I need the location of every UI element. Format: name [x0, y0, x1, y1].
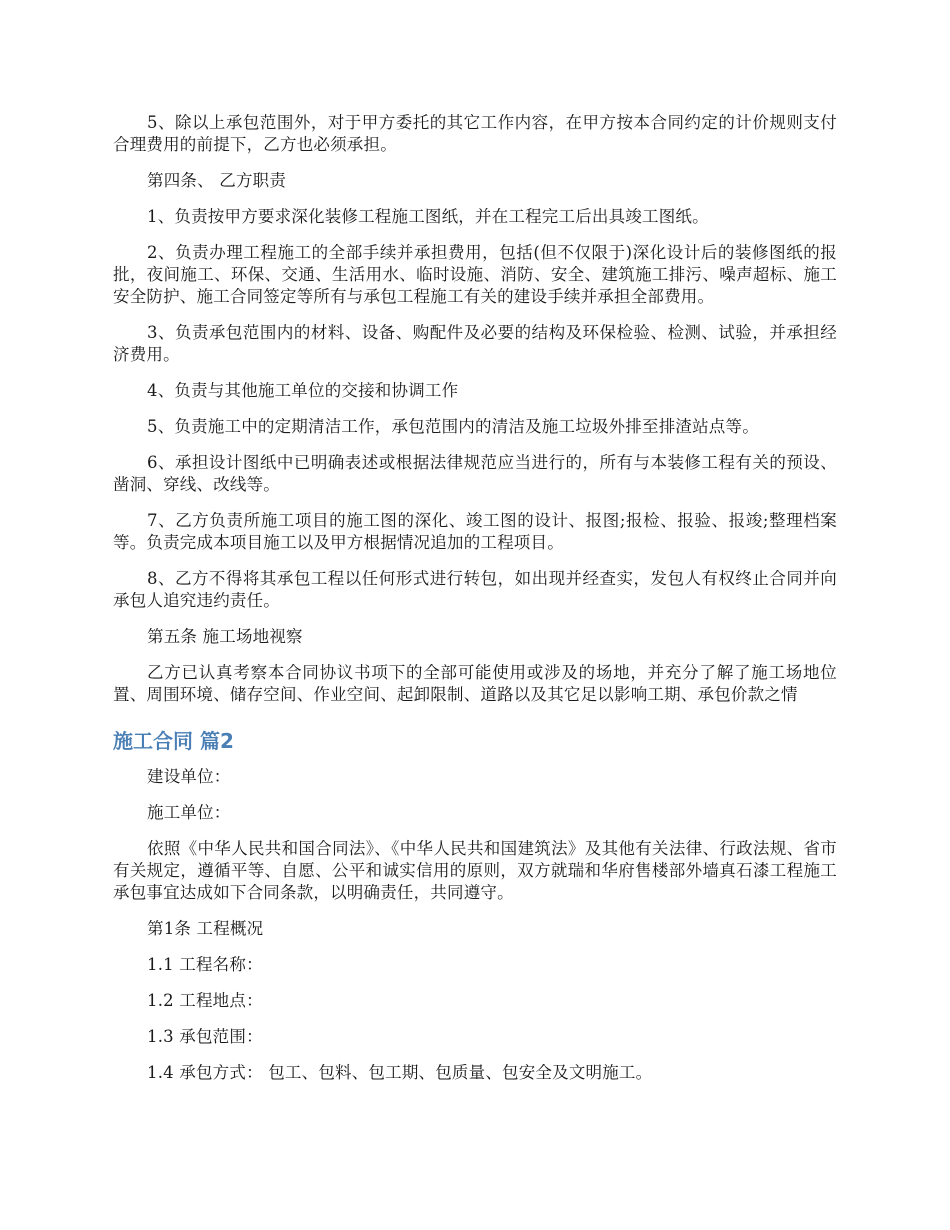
paragraph-contract-scope: 1.3 承包范围： [147, 1027, 263, 1046]
paragraph-site-inspection: 乙方已认真考察本合同协议书项下的全部可能使用或涉及的场地，并充分了解了施工场地位置、周围环境、储存空间、作业空间、起卸限制、道路以及其它足以影响工期、承包价款之情 [113, 663, 837, 704]
paragraph-preamble: 依照《中华人民共和国合同法》、《中华人民共和国建筑法》及其他有关法律、行政法规、省市有关规定，遵循平等、自愿、公平和诚实信用的原则，双方就瑞和华府售楼部外墙真石漆工程施工承包事宜达成如下合同条款，以明确责任，共同遵守。 [113, 839, 837, 902]
paragraph-duty-4: 4、负责与其他施工单位的交接和协调工作 [147, 381, 459, 400]
paragraph-duty-1: 1、负责按甲方要求深化装修工程施工图纸，并在工程完工后出具竣工图纸。 [147, 207, 709, 226]
paragraph-duty-2: 2、负责办理工程施工的全部手续并承担费用，包括(但不仅限于)深化设计后的装修图纸的报批，夜间施工、环保、交通、生活用水、临时设施、消防、安全、建筑施工排污、噪声超标、施工安全防护、施工合同签定等所有与承包工程施工有关的建设手续并承担全部费用。 [113, 243, 837, 306]
paragraph-article-1-title: 第1条 工程概况 [147, 919, 264, 938]
paragraph-article-5-title: 第五条 施工场地视察 [147, 627, 303, 646]
paragraph-duty-5: 5、负责施工中的定期清洁工作，承包范围内的清洁及施工垃圾外排至排渣站点等。 [147, 417, 759, 436]
section-heading: 施工合同 篇2 [113, 729, 234, 753]
paragraph-clause-5-scope: 5、除以上承包范围外，对于甲方委托的其它工作内容，在甲方按本合同约定的计价规则支付合理费用的前提下，乙方也必须承担。 [113, 113, 837, 154]
paragraph-contractor: 施工单位： [147, 803, 231, 822]
paragraph-duty-6: 6、承担设计图纸中已明确表述或根据法律规范应当进行的，所有与本装修工程有关的预设、凿洞、穿线、改线等。 [113, 453, 837, 494]
paragraph-article-4-title: 第四条、 乙方职责 [147, 171, 287, 190]
paragraph-project-name: 1.1 工程名称： [147, 955, 263, 974]
paragraph-duty-3: 3、负责承包范围内的材料、设备、购配件及必要的结构及环保检验、检测、试验，并承担经济费用。 [113, 323, 837, 364]
paragraph-client: 建设单位： [147, 767, 231, 786]
paragraph-duty-8: 8、乙方不得将其承包工程以任何形式进行转包，如出现并经查实，发包人有权终止合同并向承包人追究违约责任。 [113, 569, 837, 610]
paragraph-duty-7: 7、乙方负责所施工项目的施工图的深化、竣工图的设计、报图;报检、报验、报竣;整理档案等。负责完成本项目施工以及甲方根据情况追加的工程项目。 [113, 511, 837, 552]
paragraph-project-location: 1.2 工程地点： [147, 991, 263, 1010]
paragraph-contract-method: 1.4 承包方式： 包工、包料、包工期、包质量、包安全及文明施工。 [147, 1063, 653, 1082]
